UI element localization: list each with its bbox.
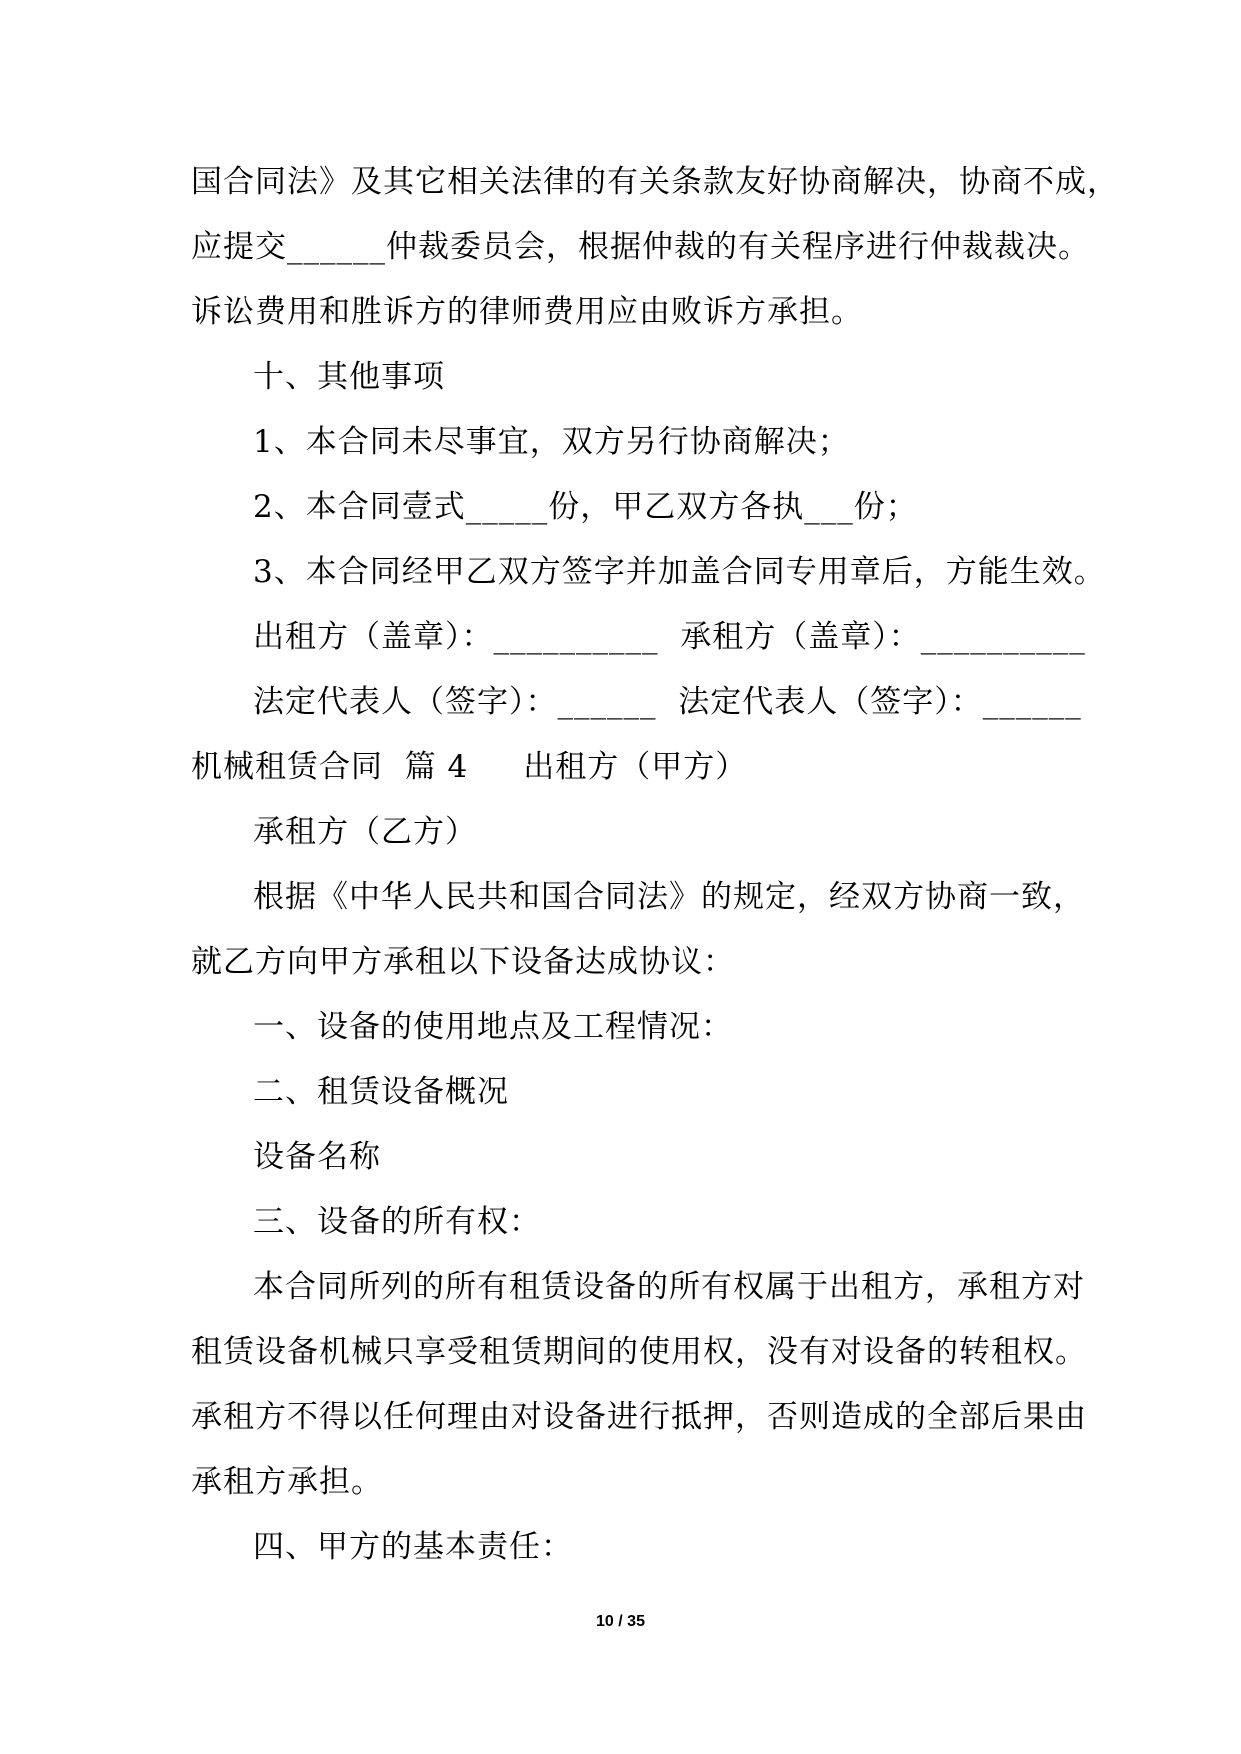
section-heading: 二、租赁设备概况 xyxy=(253,1074,509,1110)
section-heading: 三、设备的所有权： xyxy=(253,1204,541,1240)
list-item: 1、本合同未尽事宜，双方另行协商解决； xyxy=(253,424,850,460)
lessor-label: 出租方（甲方） xyxy=(523,749,748,785)
paragraph-line: 租赁设备机械只享受租赁期间的使用权，没有对设备的转租权。 xyxy=(191,1334,1087,1370)
paragraph-line: 就乙方向甲方承租以下设备达成协议： xyxy=(191,944,735,980)
lessee-label: 承租方（乙方） xyxy=(253,814,477,850)
paragraph-line: 承租方不得以任何理由对设备进行抵押，否则造成的全部后果由 xyxy=(191,1399,1087,1435)
section-heading: 一、设备的使用地点及工程情况： xyxy=(253,1009,733,1045)
list-item: 3、本合同经甲乙双方签字并加盖合同专用章后，方能生效。 xyxy=(253,554,1106,590)
section-heading: 十、其他事项 xyxy=(253,359,445,395)
paragraph-line: 应提交______仲裁委员会，根据仲裁的有关程序进行仲裁裁决。 xyxy=(191,229,1090,265)
contract-title: 机械租赁合同 篇 4 xyxy=(191,749,469,785)
paragraph-line: 国合同法》及其它相关法律的有关条款友好协商解决，协商不成， xyxy=(191,164,1119,200)
paragraph-line: 本合同所列的所有租赁设备的所有权属于出租方，承租方对 xyxy=(253,1269,1085,1305)
paragraph-line: 诉讼费用和胜诉方的律师费用应由败诉方承担。 xyxy=(191,294,863,330)
contract-heading-line xyxy=(191,735,1071,800)
signature-representative-line: 法定代表人（签字）：______ 法定代表人（签字）：______ xyxy=(253,684,1082,720)
page-number: 10 / 35 xyxy=(596,1613,645,1630)
paragraph-line: 根据《中华人民共和国合同法》的规定，经双方协商一致， xyxy=(253,879,1085,915)
section-heading: 四、甲方的基本责任： xyxy=(253,1529,573,1565)
list-item: 2、本合同壹式_____份，甲乙双方各执___份； xyxy=(253,489,918,525)
list-item: 设备名称 xyxy=(253,1139,381,1175)
signature-seal-line: 出租方（盖章）：__________ 承租方（盖章）：__________ xyxy=(253,619,1086,655)
paragraph-line: 承租方承担。 xyxy=(191,1464,383,1500)
document-body xyxy=(191,150,1119,1580)
